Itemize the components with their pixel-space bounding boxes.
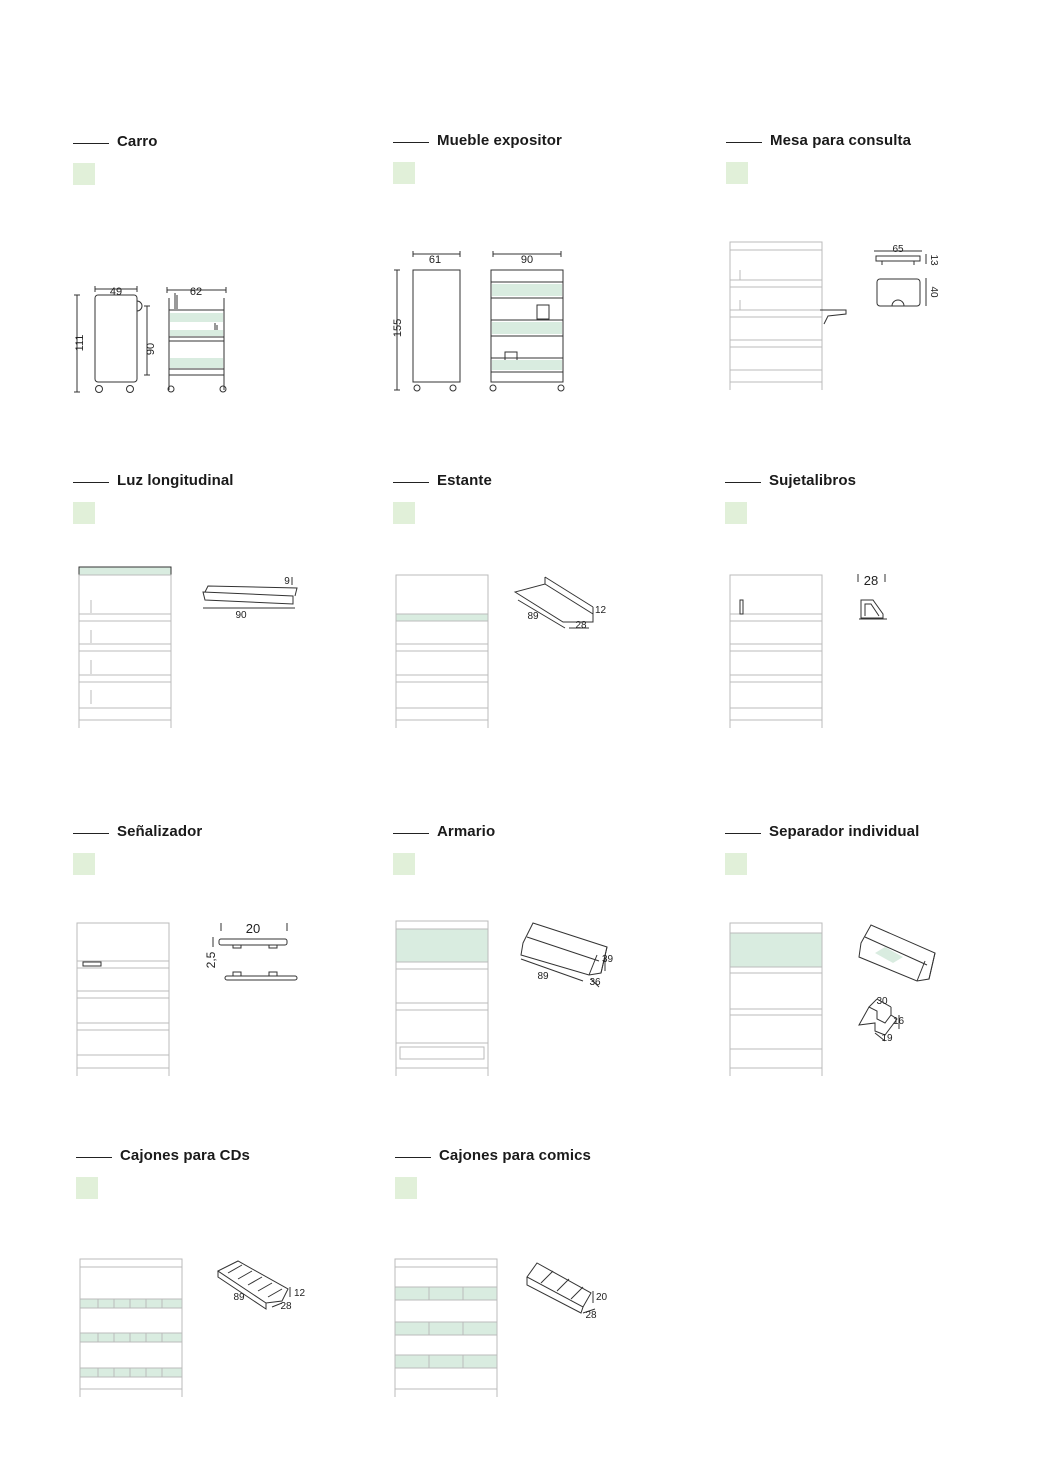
dim-length-label: 89 (527, 611, 539, 622)
item-separador-individual (725, 823, 1025, 1133)
dim-length-label: 89 (233, 1292, 245, 1303)
item-title: Separador individual (769, 823, 920, 840)
luz-longitudinal-dimension-drawing (73, 482, 373, 782)
dim-height-label: 9 (284, 576, 290, 587)
dim-width-label: 49 (109, 286, 123, 298)
item-title: Luz longitudinal (117, 472, 234, 489)
item-title: Cajones para CDs (120, 1147, 250, 1164)
item-estante (393, 472, 693, 782)
dim-thickness-label: 13 (928, 254, 939, 266)
dim-width-label: 90 (520, 254, 534, 266)
item-title: Cajones para comics (439, 1147, 591, 1164)
item-title: Carro (117, 133, 158, 150)
item-luz-longitudinal (73, 472, 373, 782)
dim-width-label: 65 (892, 244, 904, 255)
dim-depth-label: 61 (428, 254, 442, 266)
dim-depth-label: 28 (280, 1301, 292, 1312)
item-cajones-para-cds (76, 1147, 376, 1457)
armario-dimension-drawing (393, 833, 693, 1133)
dim-inner-height-label: 90 (145, 342, 157, 356)
sujetalibros-dimension-drawing (725, 482, 1025, 782)
item-cajones-para-comics (395, 1147, 695, 1457)
mueble-expositor-dimension-drawing (393, 142, 693, 442)
estante-dimension-drawing (393, 482, 693, 782)
dim-height-label: 20 (596, 1292, 608, 1303)
item-title: Señalizador (117, 823, 203, 840)
cajones-cds-dimension-drawing (76, 1157, 376, 1457)
dim-height-label: 111 (74, 334, 86, 352)
item-title: Mesa para consulta (770, 132, 912, 149)
item-mueble-expositor (392, 132, 693, 442)
item-mesa-para-consulta (726, 132, 1026, 442)
dim-a-label: 30 (876, 996, 888, 1007)
dim-depth-label: 40 (928, 286, 939, 298)
item-carro (73, 133, 373, 443)
mesa-consulta-dimension-drawing (726, 142, 1026, 442)
dim-height-label: 2,5 (204, 951, 218, 969)
dim-length-label: 90 (235, 610, 247, 621)
dim-depth-label: 36 (589, 977, 601, 988)
dim-b-label: 16 (893, 1016, 905, 1027)
cajones-comics-dimension-drawing (395, 1157, 695, 1457)
dim-width-label: 20 (245, 921, 261, 936)
dim-length-label: 89 (537, 971, 549, 982)
dim-height-label: 39 (602, 954, 614, 965)
item-senalizador (73, 823, 373, 1133)
item-title: Mueble expositor (437, 132, 562, 149)
dim-height-label: 12 (595, 605, 607, 616)
item-title: Estante (437, 472, 492, 489)
item-title: Sujetalibros (769, 472, 857, 489)
dim-c-label: 19 (881, 1033, 893, 1044)
dim-depth-label: 62 (189, 286, 203, 298)
dim-height-label: 12 (294, 1288, 306, 1299)
dim-height-label: 155 (392, 318, 404, 338)
senalizador-dimension-drawing (73, 833, 373, 1133)
dim-width-label: 28 (863, 573, 879, 588)
item-sujetalibros (725, 472, 1025, 782)
item-armario (393, 823, 693, 1133)
dim-depth-label: 28 (575, 620, 587, 631)
carro-dimension-drawing (73, 143, 373, 443)
dim-depth-label: 28 (585, 1310, 597, 1321)
item-title: Armario (437, 823, 496, 840)
separador-individual-dimension-drawing (725, 833, 1025, 1133)
